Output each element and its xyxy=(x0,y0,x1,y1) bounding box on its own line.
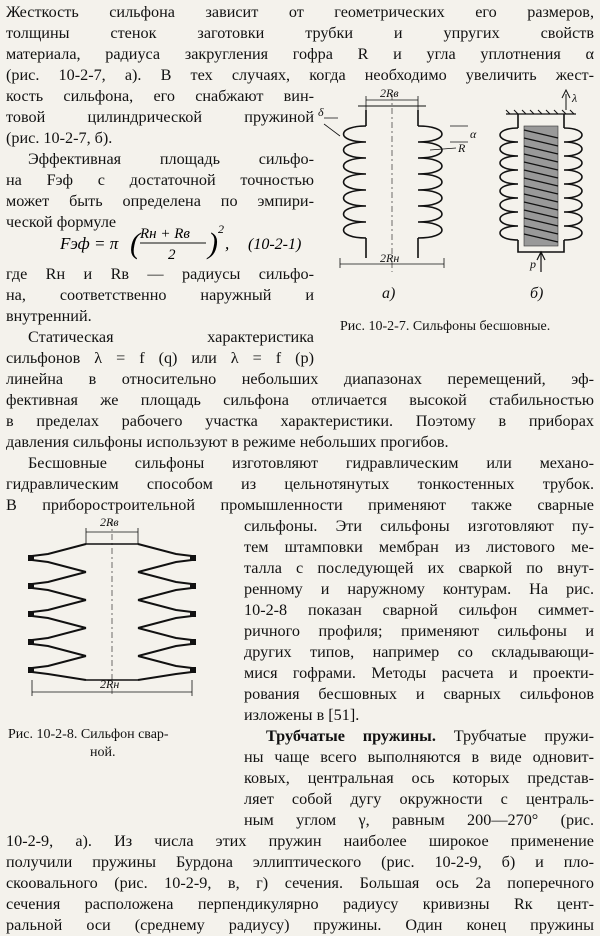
text-line: на Fэф с достаточной точностью xyxy=(6,171,314,189)
text-line: 10-2-9, а). Из числа этих пружин наиболее широкое применение xyxy=(6,832,594,850)
text-line: Статическая характеристика xyxy=(28,328,314,346)
section-heading-line xyxy=(244,726,594,747)
text-line: Бесшовные сильфоны изготовляют гидравлическим или механо- xyxy=(28,454,594,472)
text-line: где Rн и Rв — радиусы сильфо- xyxy=(6,265,314,283)
text-line: линейна в относительно небольших диапазонах перемещений, эф- xyxy=(6,370,594,388)
text-line: давления сильфоны используют в режиме небольших прогибов. xyxy=(6,433,449,451)
formula-numerator: Rн + Rв xyxy=(140,226,190,242)
text-line: (рис. 10-2-7, а). В тех случаях, когда необходимо увеличить жест- xyxy=(6,66,594,84)
text-line: фективная же площадь сильфона отличается высокой стабильностью xyxy=(6,391,594,409)
text-line: скоовального (рис. 10-2-9, в, г) сечения. Большая ось 2а поперечного xyxy=(6,874,594,892)
text-line: ренному и наружному контурам. На рис. xyxy=(244,580,594,598)
text-line: мися гофрами. Методы расчета и проекти- xyxy=(244,664,594,682)
text-line: ны чаще всего выполняются в виде одновит- xyxy=(244,748,594,766)
text-line: ческой формуле xyxy=(6,213,117,231)
text-line: кость сильфона, его снабжают вин- xyxy=(6,87,314,105)
text-line: других типов, например со складывающи- xyxy=(244,643,594,661)
text-line: получили пружины Бурдона эллиптического (рис. 10-2-9, б) и пло- xyxy=(6,853,594,871)
section-heading-tubular-springs: Трубчатые пружины. xyxy=(266,727,436,745)
label-a: а) xyxy=(382,285,396,302)
text-line: ляет собой дугу окружности с централь- xyxy=(244,790,594,808)
formula-number: (10-2-1) xyxy=(248,236,302,253)
label-b: б) xyxy=(530,285,544,302)
formula-exponent: 2 xyxy=(218,222,224,236)
bellows-drawing-welded xyxy=(8,510,236,715)
label-2Rn: 2Rн xyxy=(380,251,400,265)
formula-graphic xyxy=(60,222,320,266)
text-line: 10-2-8 показан сварной сильфон симмет- xyxy=(244,601,594,619)
text-line: ным углом γ, равным 200—270° (рис. xyxy=(244,811,594,829)
text-line: изложены в [51]. xyxy=(244,706,360,724)
text-line: сильфоны. Эти сильфоны изготовляют пу- xyxy=(244,517,594,535)
formula-lhs: Fэф = π xyxy=(60,234,119,253)
label-p: p xyxy=(530,257,536,271)
label-delta: δ xyxy=(318,105,324,119)
formula-paren-right: ) xyxy=(208,227,218,260)
text-line: В приборостроительной промышленности применяют также сварные xyxy=(6,496,594,514)
label-R: R xyxy=(458,141,466,155)
text-line: на, соответственно наружный и xyxy=(6,286,314,304)
label-alpha: α xyxy=(470,127,477,141)
text-span: Трубчатые пружи- xyxy=(435,727,594,745)
figure-10-2-7-caption: Рис. 10-2-7. Сильфоны бесшовные. xyxy=(340,319,551,334)
figure-10-2-8 xyxy=(8,510,236,715)
text-line: может быть определена по эмпири- xyxy=(6,192,314,210)
text-line: (рис. 10-2-7, б). xyxy=(6,129,113,147)
text-line: рования бесшовных и сварных сильфонов xyxy=(244,685,594,703)
text-line: Эффективная площадь сильфо- xyxy=(28,150,314,168)
formula-paren-left: ( xyxy=(130,227,140,260)
label-2Rv-welded: 2Rв xyxy=(100,515,119,529)
text-line: толщины стенок заготовки трубки и упругих свойств xyxy=(6,24,594,42)
formula-comma: , xyxy=(225,234,230,253)
formula-denominator: 2 xyxy=(168,247,176,263)
text-line: товой цилиндрической пружиной xyxy=(6,108,314,126)
label-2Rv: 2Rв xyxy=(380,86,399,100)
text-line: внутренний. xyxy=(6,307,92,325)
text-line: ральной оси (среднему радиусу) пружины. Один конец пружины xyxy=(6,916,594,934)
label-lambda: λ xyxy=(572,91,578,105)
text-line: сильфонов λ = f (q) или λ = f (p) xyxy=(6,349,314,367)
figure-10-2-8-caption-line-1: Рис. 10-2-8. Сильфон свар- xyxy=(8,727,169,742)
bellows-drawing-seamless xyxy=(318,86,598,311)
text-line: материала, радиуса закругления гофра R и угла уплотнения α xyxy=(6,45,594,63)
formula-10-2-1 xyxy=(60,222,320,262)
text-line: гидравлическим способом из цельнотянутых тонкостенных трубок. xyxy=(6,475,594,493)
text-line: сечения расположена перпендикулярно радиусу кривизны Rк цент- xyxy=(6,895,594,913)
figure-10-2-8-caption-line-2: ной. xyxy=(90,745,116,760)
text-line: тем штамповки мембран из листового ме- xyxy=(244,538,594,556)
text-line: ричного профиля; применяют сильфоны и xyxy=(244,622,594,640)
text-line: талла с последующей их сваркой по внут- xyxy=(244,559,594,577)
text-line: в пределах рабочего участка характеристики. Поэтому в приборах xyxy=(6,412,594,430)
label-2Rn-welded: 2Rн xyxy=(100,677,120,691)
text-line: Жесткость сильфона зависит от геометрических его размеров, xyxy=(6,3,594,21)
figure-10-2-7 xyxy=(318,86,598,311)
text-line: ковых, центральная ось которых представ- xyxy=(244,769,594,787)
